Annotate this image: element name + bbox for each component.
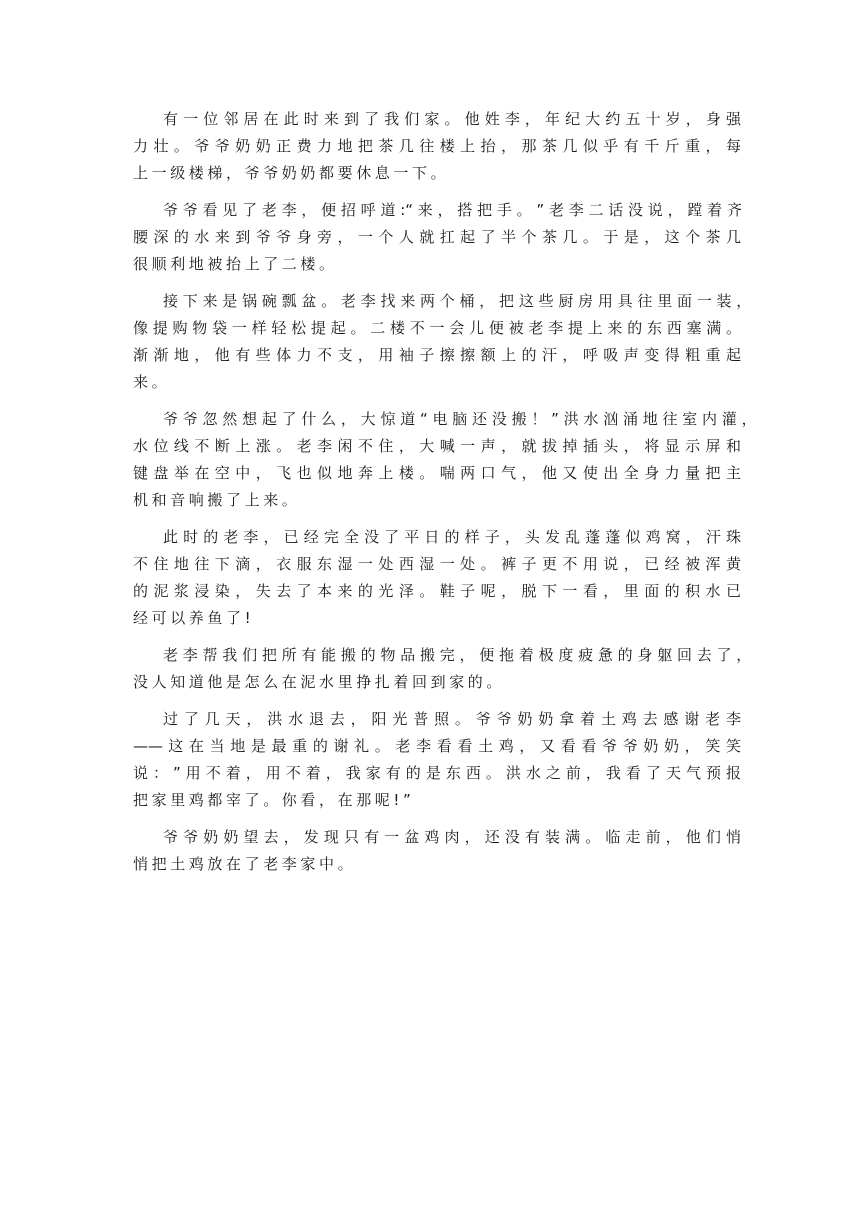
text-line: 把家里鸡都宰了。你看，在那呢!” (133, 791, 415, 809)
text-line: 老 李 帮 我 们 把 所 有 能 搬 的 物 品 搬 完 ， 便 拖 着 极 度 疲 惫 的 身 躯 回 去 了 ， (163, 646, 752, 664)
text-line: 渐 渐 地 ， 他 有 些 体 力 不 支 ， 用 袖 子 擦 擦 额 上 的 汗 ， 呼 吸 声 变 得 粗 重 起 (133, 346, 741, 364)
text-line: 上一级楼梯，爷爷奶奶都要休息一下。 (133, 164, 450, 182)
paragraph-2 (133, 197, 741, 278)
paragraph-4 (133, 406, 757, 514)
paragraph-6 (133, 642, 752, 696)
text-line: 接 下 来 是 锅 碗 瓢 盆 。 老 李 找 来 两 个 桶 ， 把 这 些 厨 房 用 具 往 里 面 一 装 ， (163, 292, 752, 310)
text-line: 悄把土鸡放在了老李家中。 (133, 855, 357, 873)
text-line: —— 这 在 当 地 是 最 重 的 谢 礼 。 老 李 看 看 土 鸡 ， 又 看 看 爷 爷 奶 奶 ， 笑 笑 (133, 737, 741, 755)
text-line: 力 壮 。 爷 爷 奶 奶 正 费 力 地 把 茶 几 往 楼 上 抬 ， 那 茶 几 似 乎 有 千 斤 重 ， 每 (133, 137, 741, 155)
text-line: 爷 爷 奶 奶 望 去 ， 发 现 只 有 一 盆 鸡 肉 ， 还 没 有 装 满 。 临 走 前 ， 他 们 悄 (163, 828, 741, 846)
text-line: 水 位 线 不 断 上 涨 。 老 李 闲 不 住 ， 大 喊 一 声 ， 就 拔 掉 插 头 ， 将 显 示 屏 和 (133, 437, 741, 455)
text-line: 爷 爷 忽 然 想 起 了 什 么 ， 大 惊 道 “ 电 脑 还 没 搬 ！ ” 洪 水 汹 涌 地 往 室 内 灌 ， (163, 410, 757, 428)
document-body (133, 106, 757, 888)
text-line: 机和音响搬了上来。 (133, 491, 301, 509)
paragraph-5 (133, 524, 741, 632)
text-line: 此 时 的 老 李 ， 已 经 完 全 没 了 平 日 的 样 子 ， 头 发 乱 蓬 蓬 似 鸡 窝 ， 汗 珠 (163, 528, 741, 546)
paragraph-1 (133, 106, 741, 187)
text-line: 过 了 几 天 ， 洪 水 退 去 ， 阳 光 普 照 。 爷 爷 奶 奶 拿 着 土 鸡 去 感 谢 老 李 (163, 710, 741, 728)
text-line: 没人知道他是怎么在泥水里挣扎着回到家的。 (133, 673, 506, 691)
text-line: 的 泥 浆 浸 染 ， 失 去 了 本 来 的 光 泽 。 鞋 子 呢 ， 脱 下 一 看 ， 里 面 的 积 水 已 (133, 582, 741, 600)
text-line: 爷 爷 看 见 了 老 李 ， 便 招 呼 道 :“ 来 ， 搭 把 手 。 ” 老 李 二 话 没 说 ， 蹚 着 齐 (163, 201, 742, 219)
text-line: 像 提 购 物 袋 一 样 轻 松 提 起 。 二 楼 不 一 会 儿 便 被 老 李 提 上 来 的 东 西 塞 满 。 (133, 319, 742, 337)
paragraph-7 (133, 706, 741, 814)
text-line: 不 住 地 往 下 滴 ， 衣 服 东 湿 一 处 西 湿 一 处 。 裤 子 更 不 用 说 ， 已 经 被 浑 黄 (133, 555, 741, 573)
text-line: 很顺利地被抬上了二楼。 (133, 255, 338, 273)
text-line: 来。 (133, 373, 171, 391)
text-line: 有 一 位 邻 居 在 此 时 来 到 了 我 们 家 。 他 姓 李 ， 年 纪 大 约 五 十 岁 ， 身 强 (163, 110, 741, 128)
text-line: 键 盘 举 在 空 中 ， 飞 也 似 地 奔 上 楼 。 喘 两 口 气 ， 他 又 使 出 全 身 力 量 把 主 (133, 464, 741, 482)
paragraph-8 (133, 824, 741, 878)
text-line: 腰 深 的 水 来 到 爷 爷 身 旁 ， 一 个 人 就 扛 起 了 半 个 茶 几 。 于 是 ， 这 个 茶 几 (133, 228, 741, 246)
text-line: 经可以养鱼了! (133, 609, 255, 627)
paragraph-3 (133, 288, 752, 396)
text-line: 说 ： ” 用 不 着 ， 用 不 着 ， 我 家 有 的 是 东 西 。 洪 水 之 前 ， 我 看 了 天 气 预 报 (133, 764, 741, 782)
